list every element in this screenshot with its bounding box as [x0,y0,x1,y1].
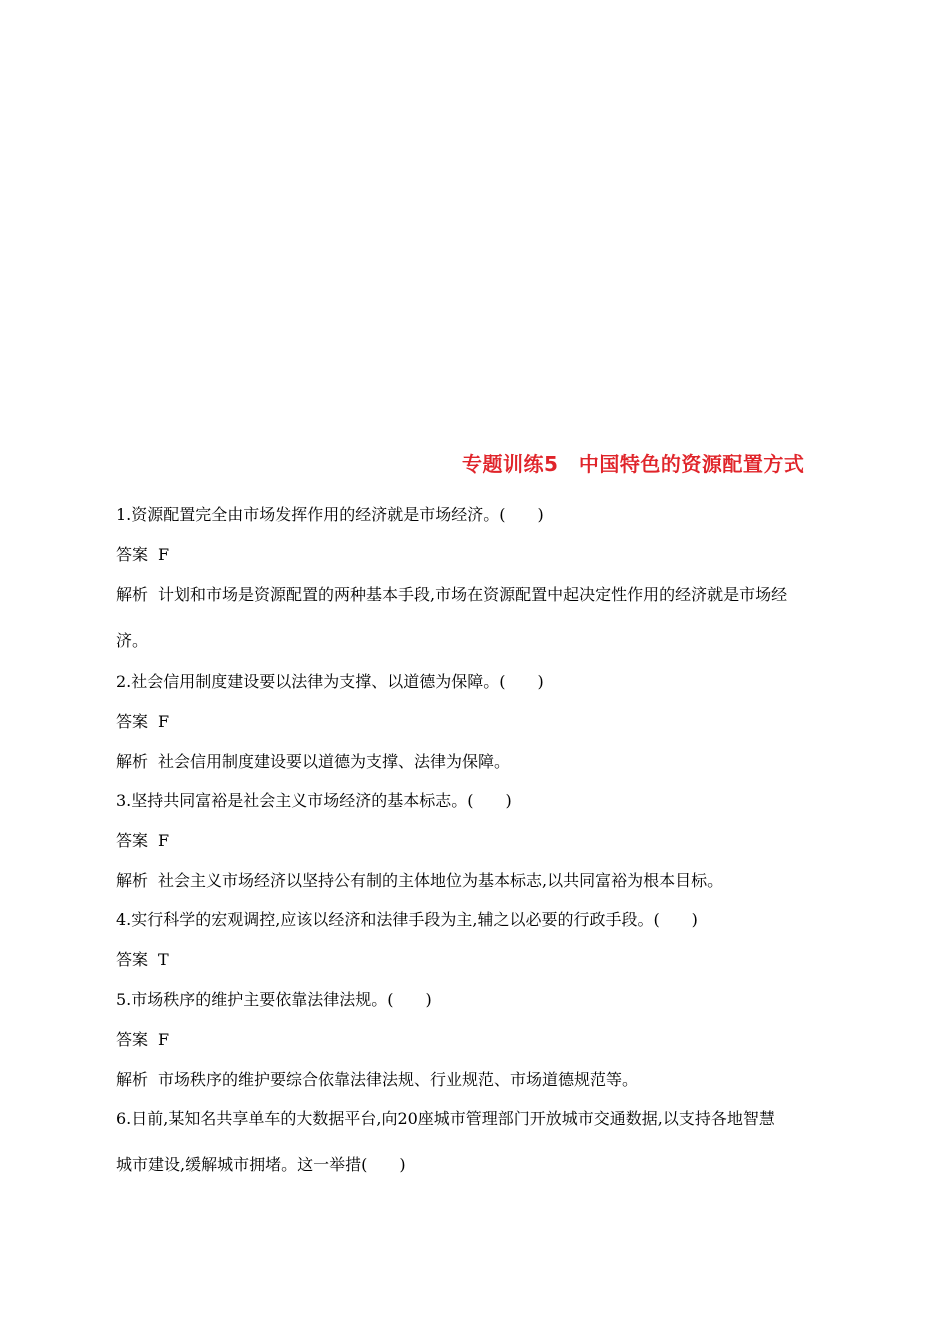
answer-value: F [158,545,170,564]
question-5: 5.市场秩序的维护主要依靠法律法规。( ) [116,990,432,1009]
analysis-text: 计划和市场是资源配置的两种基本手段,市场在资源配置中起决定性作用的经济就是市场经 [158,585,788,604]
answer-label: 答案 [116,545,149,564]
question-2: 2.社会信用制度建设要以法律为支撑、以道德为保障。( ) [116,672,544,691]
answer-label: 答案 [116,1030,149,1049]
analysis-label: 解析 [116,1070,149,1089]
analysis-label: 解析 [116,871,149,890]
question-6-continued: 城市建设,缓解城市拥堵。这一举措( ) [116,1155,406,1174]
answer-label: 答案 [116,712,149,731]
analysis-text: 社会信用制度建设要以道德为支撑、法律为保障。 [158,752,511,771]
analysis-text: 社会主义市场经济以坚持公有制的主体地位为基本标志,以共同富裕为根本目标。 [158,871,724,890]
analysis-label: 解析 [116,752,149,771]
answer-label: 答案 [116,950,149,969]
answer-2 [116,711,169,733]
question-4: 4.实行科学的宏观调控,应该以经济和法律手段为主,辅之以必要的行政手段。( ) [116,910,698,929]
question-3: 3.坚持共同富裕是社会主义市场经济的基本标志。( ) [116,791,512,810]
answer-1 [116,544,169,566]
answer-value: F [158,831,170,850]
answer-5 [116,1029,169,1051]
answer-value: T [158,950,169,969]
answer-3 [116,830,169,852]
analysis-1-continued: 济。 [116,631,149,650]
answer-value: F [158,1030,170,1049]
analysis-5 [116,1069,638,1091]
analysis-label: 解析 [116,585,149,604]
answer-label: 答案 [116,831,149,850]
analysis-3 [116,870,723,892]
question-1: 1.资源配置完全由市场发挥作用的经济就是市场经济。( ) [116,505,544,524]
page-title: 专题训练5 中国特色的资源配置方式 [462,452,805,476]
analysis-text: 市场秩序的维护要综合依靠法律法规、行业规范、市场道德规范等。 [158,1070,639,1089]
answer-value: F [158,712,170,731]
answer-4 [116,949,169,971]
analysis-2 [116,751,510,773]
question-6: 6.日前,某知名共享单车的大数据平台,向20座城市管理部门开放城市交通数据,以支持各地智慧 [116,1109,775,1128]
analysis-1 [116,584,787,606]
